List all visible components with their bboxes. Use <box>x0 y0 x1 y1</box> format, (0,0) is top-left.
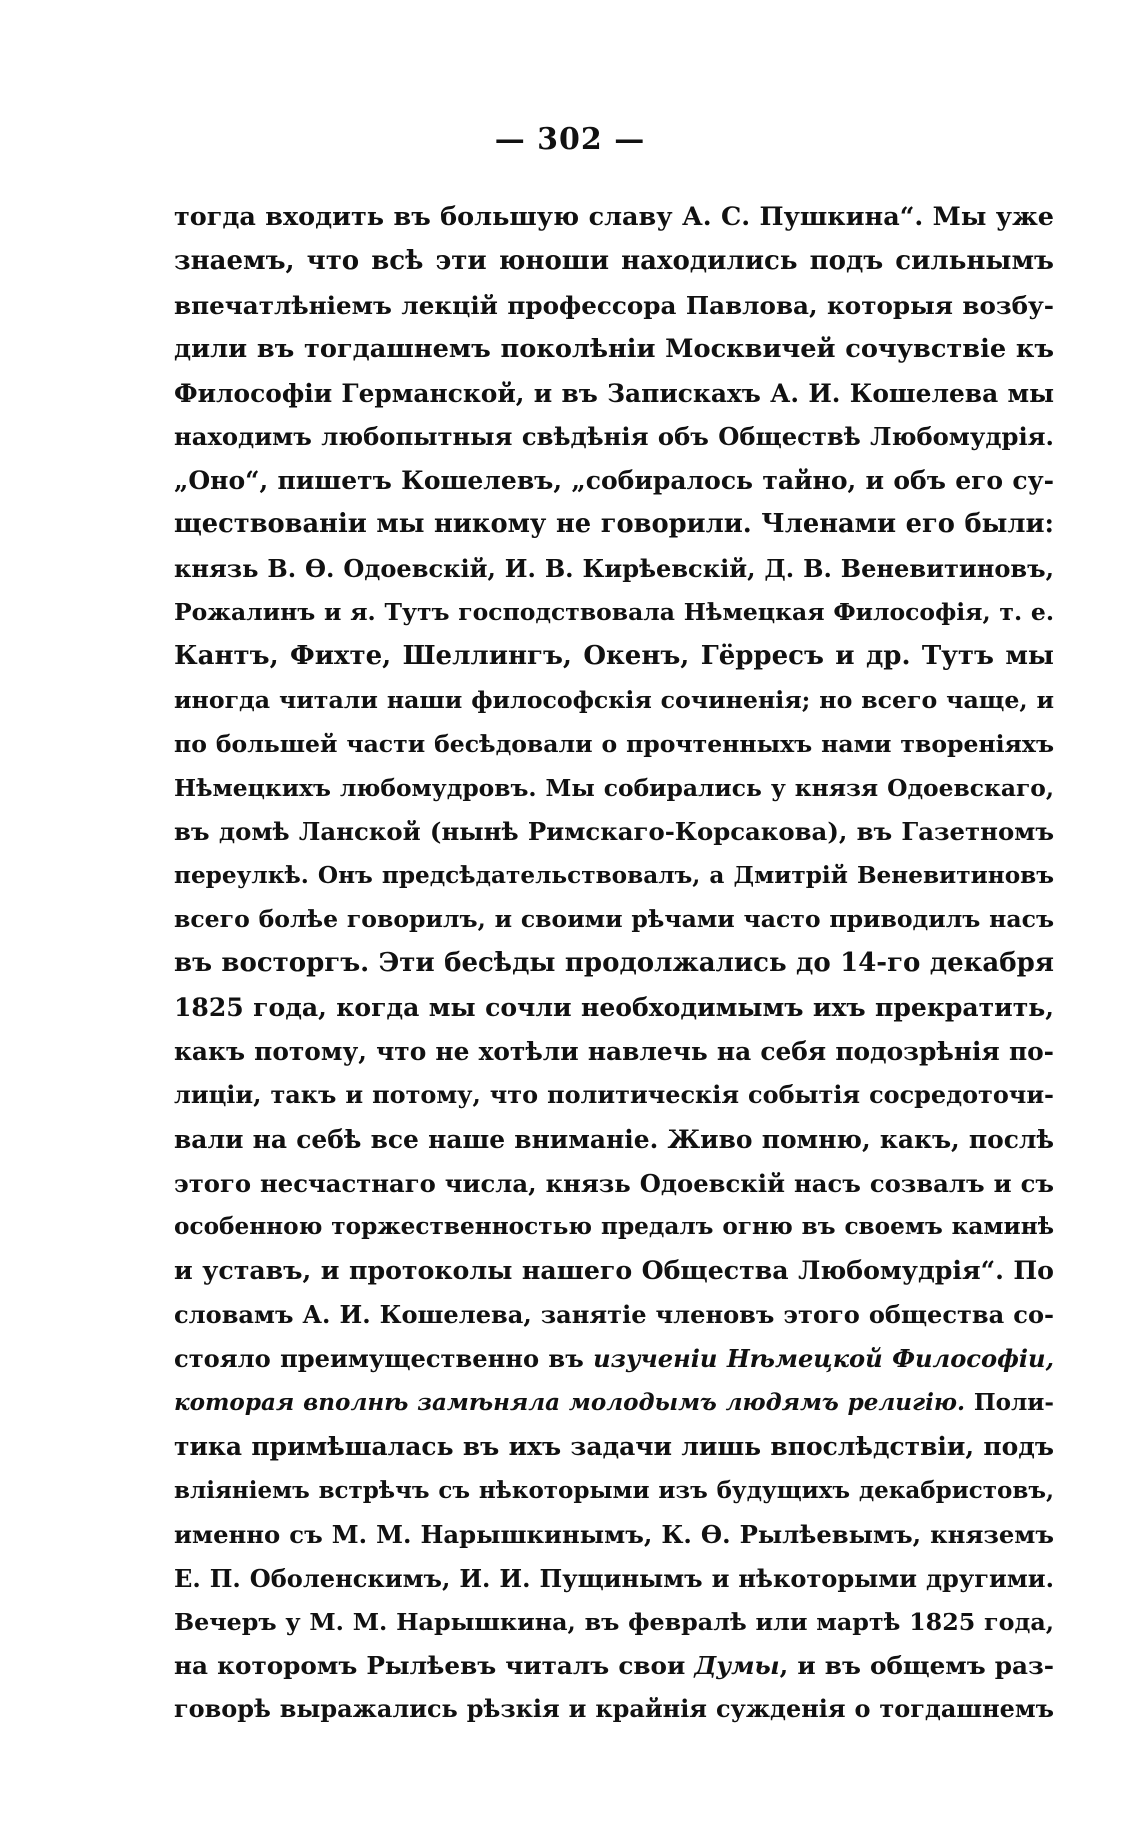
body-text <box>174 196 1054 1732</box>
text-line: какъ потому, что не хотѣли навлечь на себя подозрѣнія по- <box>174 1036 1054 1066</box>
text-line: и уставъ, и протоколы нашего Общества Любомудрія“. По <box>174 1255 1054 1286</box>
text-line: дили въ тогдашнемъ поколѣніи Москвичей сочувствіе къ <box>174 333 1054 364</box>
text-line: всего болѣе говорилъ, и своими рѣчами часто приводилъ насъ <box>174 905 1054 934</box>
text-line: стояло преимущественно въ изученіи Нѣмецкой Философіи, <box>174 1344 1054 1374</box>
text-line: вліяніемъ встрѣчъ съ нѣкоторыми изъ будущихъ декабристовъ, <box>174 1476 1054 1504</box>
text-line: въ домѣ Ланской (нынѣ Римскаго-Корсакова), въ Газетномъ <box>174 817 1054 847</box>
text-line: ществованіи мы никому не говорили. Членами его были: <box>174 509 1054 540</box>
text-line: иногда читали наши философскія сочиненія; но всего чаще, и <box>174 685 1054 714</box>
text-line: тика примѣшалась въ ихъ задачи лишь впослѣдствіи, подъ <box>174 1431 1054 1461</box>
text-line: переулкѣ. Онъ предсѣдательствовалъ, а Дмитрій Веневитиновъ <box>174 862 1054 890</box>
text-line: особенною торжественностью предалъ огню въ своемъ каминѣ <box>174 1213 1054 1241</box>
text-line: тогда входить въ большую славу А. С. Пушкина“. Мы уже <box>174 202 1054 232</box>
italic-text: изученіи Нѣмецкой Философіи, <box>593 1344 1054 1374</box>
text-line: 1825 года, когда мы сочли необходимымъ ихъ прекратить, <box>174 992 1054 1023</box>
text-line: говорѣ выражались рѣзкія и крайнія сужденія о тогдашнемъ <box>174 1695 1054 1724</box>
text-line: Нѣмецкихъ любомудровъ. Мы собирались у князя Одоевскаго, <box>174 773 1054 802</box>
text-line: впечатлѣніемъ лекцій профессора Павлова, которыя возбу- <box>174 290 1054 320</box>
page-number: — 302 — <box>494 122 646 157</box>
text-line: на которомъ Рылѣевъ читалъ свои Думы, и въ общемъ раз- <box>174 1651 1054 1681</box>
text-line: Е. П. Оболенскимъ, И. И. Пущинымъ и нѣкоторыми другими. <box>174 1563 1054 1593</box>
text-line: словамъ А. И. Кошелева, занятіе членовъ этого общества со- <box>174 1300 1054 1330</box>
text-line: Философіи Германской, и въ Запискахъ А. И. Кошелева мы <box>174 378 1054 408</box>
text-line: лиціи, такъ и потому, что политическія событія сосредоточи- <box>174 1080 1054 1109</box>
text-line: которая вполнѣ замѣняла молодымъ людямъ религію. Поли- <box>174 1389 1054 1417</box>
text-line: знаемъ, что всѣ эти юноши находились подъ сильнымъ <box>174 245 1054 276</box>
text-line: именно съ М. М. Нарышкинымъ, К. Ѳ. Рылѣевымъ, княземъ <box>174 1519 1054 1549</box>
text-line: вали на себѣ все наше вниманіе. Живо помню, какъ, послѣ <box>174 1124 1054 1154</box>
text-line: этого несчастнаго числа, князь Одоевскій насъ созвалъ и съ <box>174 1168 1054 1198</box>
text-line: Вечеръ у М. М. Нарышкина, въ февралѣ или мартѣ 1825 года, <box>174 1607 1054 1636</box>
italic-text: Думы <box>694 1651 780 1681</box>
text-line: Рожалинъ и я. Тутъ господствовала Нѣмецкая Философія, т. е. <box>174 598 1054 627</box>
text-line: Кантъ, Фихте, Шеллингъ, Окенъ, Гёрресъ и др. Тутъ мы <box>174 640 1054 671</box>
italic-text: которая вполнѣ замѣняла молодымъ людямъ религію. <box>174 1389 965 1417</box>
text-line: „Оно“, пишетъ Кошелевъ, „собиралось тайно, и объ его су- <box>174 466 1054 496</box>
text-line: въ восторгъ. Эти бесѣды продолжались до 14-го декабря <box>174 948 1054 979</box>
text-line: князь В. Ѳ. Одоевскій, И. В. Кирѣевскій, Д. В. Веневитиновъ, <box>174 554 1054 584</box>
text-line: находимъ любопытныя свѣдѣнія объ Обществѣ Любомудрія. <box>174 422 1054 452</box>
text-line: по большей части бесѣдовали о прочтенныхъ нами твореніяхъ <box>174 729 1054 758</box>
